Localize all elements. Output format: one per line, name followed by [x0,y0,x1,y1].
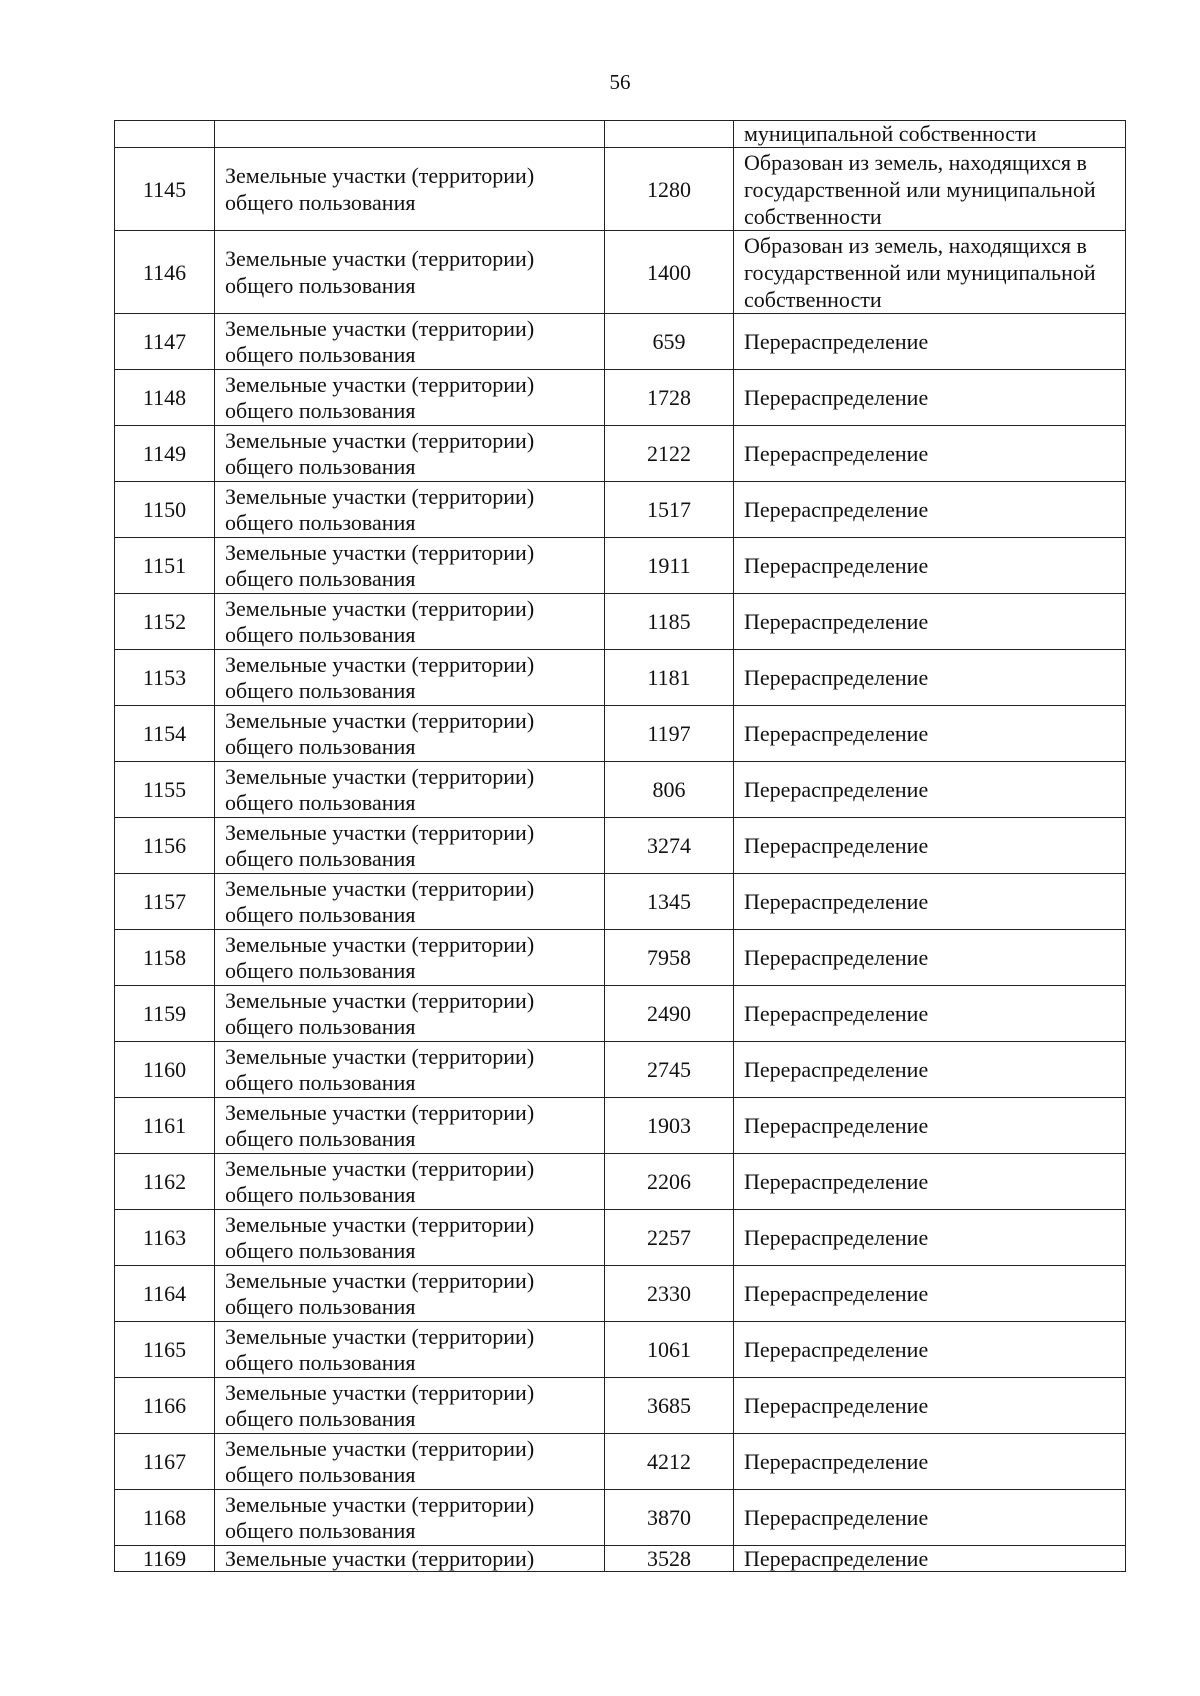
cell-number: 1162 [115,1154,215,1210]
cell-note: Перераспределение [734,1490,1126,1546]
cell-area: 806 [605,762,734,818]
cell-name [215,121,605,148]
cell-area: 2330 [605,1266,734,1322]
cell-name: Земельные участки (территории) общего пользования [215,874,605,930]
cell-area: 4212 [605,1434,734,1490]
cell-area: 1911 [605,538,734,594]
table-row [115,874,1126,930]
cell-number: 1150 [115,482,215,538]
cell-number: 1166 [115,1378,215,1434]
cell-area: 1903 [605,1098,734,1154]
table-body [115,121,1126,1572]
cell-note: Перераспределение [734,482,1126,538]
cell-note: Образован из земель, находящихся в государственной или муниципальной собственности [734,231,1126,314]
cell-number: 1145 [115,148,215,231]
cell-number: 1156 [115,818,215,874]
table-row [115,1154,1126,1210]
cell-name: Земельные участки (территории) общего пользования [215,370,605,426]
cell-name: Земельные участки (территории) общего пользования [215,314,605,370]
cell-number: 1155 [115,762,215,818]
cell-note: Образован из земель, находящихся в государственной или муниципальной собственности [734,148,1126,231]
table-row [115,1378,1126,1434]
cell-note: Перераспределение [734,650,1126,706]
cell-name: Земельные участки (территории) общего пользования [215,762,605,818]
cell-note: Перераспределение [734,1042,1126,1098]
cell-area: 2122 [605,426,734,482]
table-row [115,1322,1126,1378]
cell-area: 3274 [605,818,734,874]
table-row [115,314,1126,370]
cell-name: Земельные участки (территории) общего пользования [215,538,605,594]
cell-note: Перераспределение [734,986,1126,1042]
cell-area: 1280 [605,148,734,231]
cell-area: 1181 [605,650,734,706]
cell-number: 1152 [115,594,215,650]
cell-name: Земельные участки (территории) общего пользования [215,650,605,706]
cell-name: Земельные участки (территории) общего пользования [215,1042,605,1098]
cell-number: 1151 [115,538,215,594]
cell-number: 1160 [115,1042,215,1098]
cell-note: Перераспределение [734,370,1126,426]
cell-name: Земельные участки (территории) общего пользования [215,426,605,482]
table-row [115,1266,1126,1322]
cell-number: 1147 [115,314,215,370]
cell-note: Перераспределение [734,1546,1126,1572]
cell-number: 1163 [115,1210,215,1266]
cell-number: 1148 [115,370,215,426]
cell-number: 1168 [115,1490,215,1546]
cell-note: Перераспределение [734,1378,1126,1434]
cell-name: Земельные участки (территории) общего пользования [215,986,605,1042]
cell-area: 3870 [605,1490,734,1546]
cell-area: 1061 [605,1322,734,1378]
cell-note: Перераспределение [734,1322,1126,1378]
table-row-last [115,1546,1126,1572]
cell-note: Перераспределение [734,314,1126,370]
cell-number: 1161 [115,1098,215,1154]
cell-name: Земельные участки (территории) общего пользования [215,930,605,986]
cell-name: Земельные участки (территории) общего пользования [215,1154,605,1210]
cell-area: 1345 [605,874,734,930]
table-row [115,986,1126,1042]
table-row [115,650,1126,706]
cell-area: 2490 [605,986,734,1042]
cell-note: Перераспределение [734,706,1126,762]
table-row [115,818,1126,874]
cell-note: Перераспределение [734,538,1126,594]
cell-area: 2206 [605,1154,734,1210]
cell-note: Перераспределение [734,1266,1126,1322]
cell-area: 1197 [605,706,734,762]
cell-note: Перераспределение [734,1210,1126,1266]
cell-note: Перераспределение [734,874,1126,930]
cell-name: Земельные участки (территории) общего пользования [215,1210,605,1266]
table-row [115,594,1126,650]
table-row [115,482,1126,538]
cell-number: 1158 [115,930,215,986]
cell-name: Земельные участки (территории) общего пользования [215,231,605,314]
cell-number: 1159 [115,986,215,1042]
cell-number: 1169 [115,1546,215,1572]
cell-name: Земельные участки (территории) общего пользования [215,818,605,874]
cell-number: 1165 [115,1322,215,1378]
cell-number: 1164 [115,1266,215,1322]
cell-area: 7958 [605,930,734,986]
table-row [115,1210,1126,1266]
table-row [115,762,1126,818]
table-row [115,538,1126,594]
table-row [115,706,1126,762]
cell-area: 2257 [605,1210,734,1266]
table-row-continuation [115,121,1126,148]
cell-note: Перераспределение [734,1154,1126,1210]
table-row [115,1098,1126,1154]
cell-note: Перераспределение [734,594,1126,650]
land-plots-table [114,120,1126,1572]
cell-area: 2745 [605,1042,734,1098]
cell-area: 1185 [605,594,734,650]
cell-number: 1146 [115,231,215,314]
cell-note: Перераспределение [734,930,1126,986]
cell-note: Перераспределение [734,818,1126,874]
cell-number: 1154 [115,706,215,762]
cell-number [115,121,215,148]
cell-note: Перераспределение [734,1434,1126,1490]
table-row [115,1434,1126,1490]
cell-number: 1153 [115,650,215,706]
cell-name: Земельные участки (территории) общего пользования [215,1490,605,1546]
cell-name: Земельные участки (территории) общего пользования [215,1322,605,1378]
page-number: 56 [609,70,631,94]
cell-note: Перераспределение [734,426,1126,482]
table-row [115,930,1126,986]
cell-area: 1517 [605,482,734,538]
cell-area: 1728 [605,370,734,426]
cell-name: Земельные участки (территории) общего пользования [215,482,605,538]
cell-number: 1149 [115,426,215,482]
cell-note: муниципальной собственности [734,121,1126,148]
table-row [115,1490,1126,1546]
cell-name: Земельные участки (территории) [215,1546,605,1572]
cell-note: Перераспределение [734,762,1126,818]
table-row [115,426,1126,482]
cell-area: 1400 [605,231,734,314]
table-row [115,1042,1126,1098]
cell-name: Земельные участки (территории) общего пользования [215,1266,605,1322]
cell-name: Земельные участки (территории) общего пользования [215,1098,605,1154]
table-row [115,148,1126,231]
table-row [115,370,1126,426]
cell-name: Земельные участки (территории) общего пользования [215,594,605,650]
cell-name: Земельные участки (территории) общего пользования [215,148,605,231]
cell-number: 1167 [115,1434,215,1490]
cell-area: 3528 [605,1546,734,1572]
cell-name: Земельные участки (территории) общего пользования [215,1434,605,1490]
cell-area [605,121,734,148]
table-row [115,231,1126,314]
cell-area: 3685 [605,1378,734,1434]
cell-number: 1157 [115,874,215,930]
cell-area: 659 [605,314,734,370]
cell-name: Земельные участки (территории) общего пользования [215,706,605,762]
cell-note: Перераспределение [734,1098,1126,1154]
cell-name: Земельные участки (территории) общего пользования [215,1378,605,1434]
